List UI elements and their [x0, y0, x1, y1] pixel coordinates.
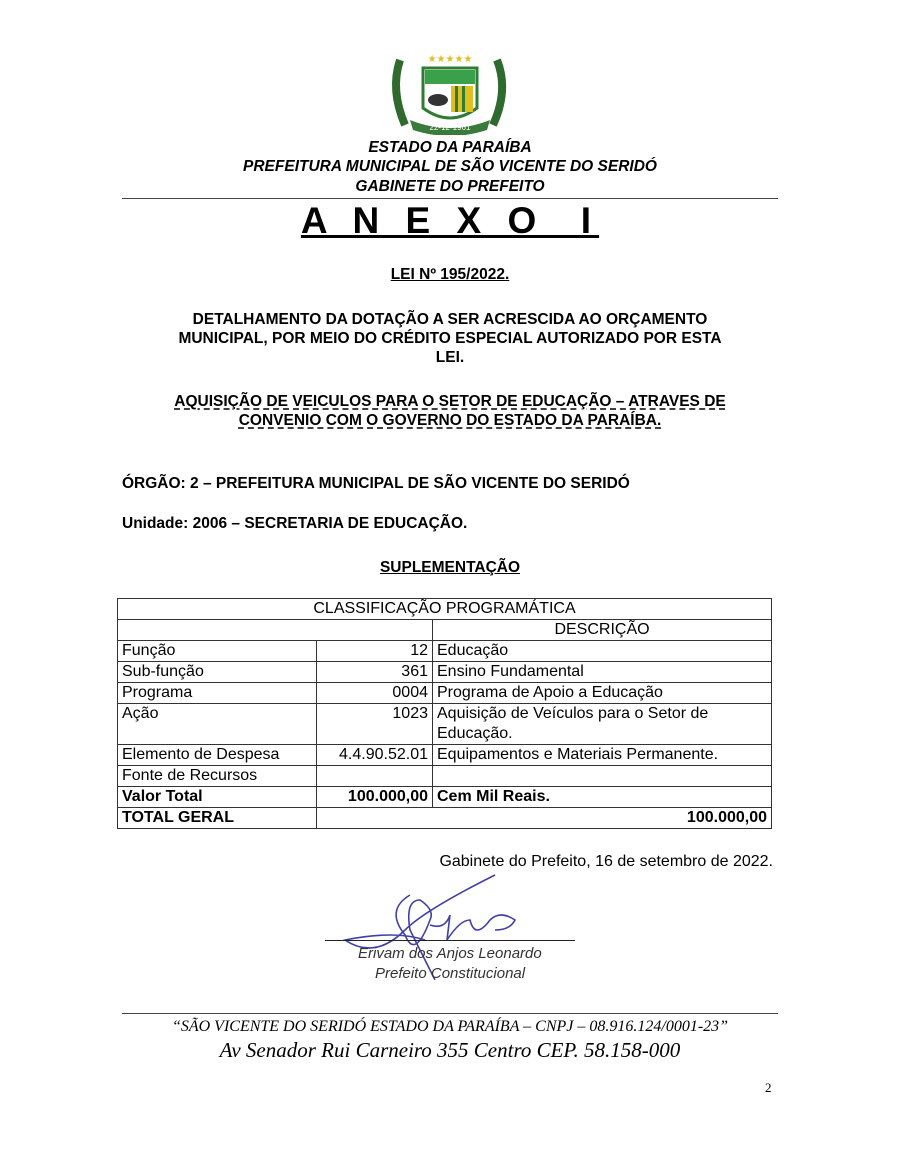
- table-row: [118, 662, 772, 683]
- row-label: Sub-função: [118, 662, 317, 683]
- document-title: A N E X O I: [300, 200, 600, 241]
- header-gabinete: GABINETE DO PREFEITO: [355, 178, 545, 195]
- header-prefeitura: PREFEITURA MUNICIPAL DE SÃO VICENTE DO SERIDÓ: [243, 158, 657, 175]
- page-number: 2: [765, 1080, 772, 1095]
- classification-table: [117, 598, 772, 829]
- row-label: Função: [118, 641, 317, 662]
- signer-name: Erivam dos Anjos Leonardo: [358, 945, 542, 962]
- row-desc: Ensino Fundamental: [433, 662, 772, 683]
- table-row: [118, 704, 772, 745]
- row-desc: Educação: [433, 641, 772, 662]
- row-code: [317, 766, 433, 787]
- table-row: [118, 641, 772, 662]
- row-code: 4.4.90.52.01: [317, 745, 433, 766]
- header-divider: [122, 198, 778, 199]
- table-row: [118, 787, 772, 808]
- svg-text:★★★★★: ★★★★★: [427, 54, 473, 65]
- svg-text:22-12-1961: 22-12-1961: [429, 123, 471, 132]
- row-desc: Cem Mil Reais.: [433, 787, 772, 808]
- table-title: CLASSIFICAÇÃO PROGRAMÁTICA: [118, 599, 772, 620]
- row-label: Ação: [118, 704, 317, 745]
- signature-image: [335, 870, 555, 980]
- row-label: Elemento de Despesa: [118, 745, 317, 766]
- footer-cnpj: “SÃO VICENTE DO SERIDÓ ESTADO DA PARAÍBA – CNPJ – 08.916.124/0001-23”: [171, 1018, 729, 1035]
- table-row: [118, 766, 772, 787]
- table-row: [118, 683, 772, 704]
- description-header: DESCRIÇÃO: [433, 620, 772, 641]
- municipal-coat-of-arms-logo: [385, 50, 515, 135]
- row-desc: Aquisição de Veículos para o Setor de Educação.: [433, 704, 772, 745]
- row-desc: Programa de Apoio a Educação: [433, 683, 772, 704]
- aquisicao-line-1: AQUISIÇÃO DE VEICULOS PARA O SETOR DE EDUCAÇÃO – ATRAVES DE: [174, 393, 726, 410]
- row-label: Valor Total: [118, 787, 317, 808]
- row-code: 100.000,00: [317, 787, 433, 808]
- row-code: 1023: [317, 704, 433, 745]
- row-code: 0004: [317, 683, 433, 704]
- header-state: ESTADO DA PARAÍBA: [368, 139, 532, 156]
- signer-role: Prefeito Constitucional: [375, 965, 526, 982]
- unidade-line: Unidade: 2006 – SECRETARIA DE EDUCAÇÃO.: [122, 515, 468, 532]
- row-desc: [433, 766, 772, 787]
- total-row: [118, 808, 772, 829]
- row-label: Fonte de Recursos: [118, 766, 317, 787]
- suplementacao-heading: SUPLEMENTAÇÃO: [379, 559, 521, 576]
- row-code: 12: [317, 641, 433, 662]
- aquisicao-line-2: CONVENIO COM O GOVERNO DO ESTADO DA PARAÍBA.: [238, 412, 662, 429]
- total-label: TOTAL GERAL: [118, 808, 317, 829]
- total-value: 100.000,00: [317, 808, 772, 829]
- date-line: Gabinete do Prefeito, 16 de setembro de 2022.: [439, 853, 773, 870]
- law-number: LEI Nº 195/2022.: [390, 266, 510, 283]
- row-code: 361: [317, 662, 433, 683]
- row-label: Programa: [118, 683, 317, 704]
- footer-address: Av Senador Rui Carneiro 355 Centro CEP. 58.158-000: [219, 1038, 681, 1062]
- detalhamento-line-3: LEI.: [435, 349, 465, 366]
- detalhamento-line-2: MUNICIPAL, POR MEIO DO CRÉDITO ESPECIAL AUTORIZADO POR ESTA: [178, 330, 722, 347]
- row-desc: Equipamentos e Materiais Permanente.: [433, 745, 772, 766]
- orgao-line: ÓRGÃO: 2 – PREFEITURA MUNICIPAL DE SÃO VICENTE DO SERIDÓ: [122, 475, 630, 492]
- table-row: [118, 745, 772, 766]
- detalhamento-line-1: DETALHAMENTO DA DOTAÇÃO A SER ACRESCIDA AO ORÇAMENTO: [192, 311, 708, 328]
- signature-line: [325, 940, 575, 941]
- footer-divider: [122, 1013, 778, 1014]
